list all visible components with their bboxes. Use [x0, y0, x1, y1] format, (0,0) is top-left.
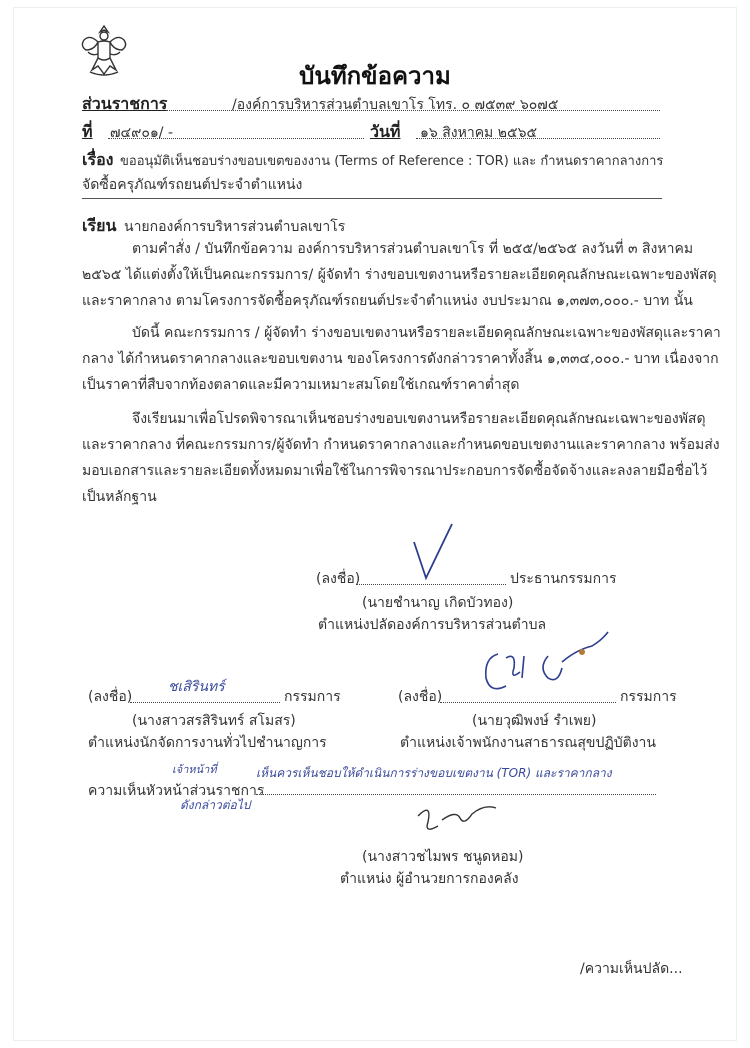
- opinion-dotted-line: [256, 794, 656, 795]
- para-1-line-2: ๒๕๖๕ ได้แต่งตั้งให้เป็นคณะกรรมการ/ ผู้จัดทำ ร่างขอบเขตงานหรือรายละเอียดคุณลักษณะเฉพาะของพัสดุ: [82, 267, 717, 283]
- opinion-handwritten-above: เจ้าหน้าที่: [172, 763, 217, 776]
- member2-position: ตำแหน่งเจ้าพนักงานสาธารณสุขปฏิบัติงาน: [400, 735, 656, 751]
- para-2-line-1: บัดนี้ คณะกรรมการ / ผู้จัดทำ ร่างขอบเขตงานหรือรายละเอียดคุณลักษณะเฉพาะของพัสดุและราคา: [132, 325, 721, 341]
- date-label: วันที่: [370, 122, 401, 141]
- subject-line-1: ขออนุมัติเห็นชอบร่างขอบเขตของงาน (Terms of Reference : TOR) และ กำหนดราคากลางการ: [120, 154, 664, 169]
- member1-handwritten-signature: ชเสิรินทร์: [168, 679, 225, 695]
- head-signature: [412, 796, 502, 836]
- chair-dotted-line: [356, 584, 506, 585]
- para-3-line-1: จึงเรียนมาเพื่อโปรดพิจารณาเห็นชอบร่างขอบเขตงานหรือรายละเอียดคุณลักษณะเฉพาะของพัสดุ: [132, 411, 706, 427]
- chair-name: (นายชำนาญ เกิดบัวทอง): [362, 595, 514, 611]
- chair-sign-prefix: (ลงชื่อ): [316, 571, 361, 587]
- chair-signature: [408, 520, 458, 582]
- opinion-label: ความเห็นหัวหน้าส่วนราชการ: [88, 783, 265, 799]
- agency-label: ส่วนราชการ: [82, 94, 168, 113]
- member1-sign-prefix: (ลงชื่อ): [88, 689, 133, 705]
- continued-note: /ความเห็นปลัด...: [580, 961, 683, 977]
- para-3-line-3: มอบเอกสารและรายละเอียดทั้งหมดมาเพื่อใช้ในการพิจารณาประกอบการจัดซื้อจัดจ้างและลงลายมือชื่อไว้: [82, 463, 708, 479]
- to-label: เรียน: [82, 216, 117, 235]
- subject-divider: [82, 198, 662, 199]
- opinion-handwritten-line-1: เห็นควรเห็นชอบให้ดำเนินการร่างขอบเขตงาน (TOR) และราคากลาง: [256, 766, 612, 780]
- ref-label: ที่: [82, 122, 93, 141]
- chair-position: ตำแหน่งปลัดองค์การบริหารส่วนตำบล: [318, 617, 547, 633]
- head-position: ตำแหน่ง ผู้อำนวยการกองคลัง: [340, 871, 519, 887]
- para-1-line-1: ตามคำสั่ง / บันทึกข้อความ องค์การบริหารส่วนตำบลเขาโร ที่ ๒๕๕/๒๕๖๕ ลงวันที่ ๓ สิงหาคม: [132, 241, 694, 257]
- subject-label: เรื่อง: [82, 150, 114, 169]
- opinion-handwritten-line-2: ดังกล่าวต่อไป: [180, 798, 251, 812]
- member2-name: (นายวุฒิพงษ์ รำเพย): [472, 713, 597, 729]
- para-3-line-4: เป็นหลักฐาน: [82, 489, 157, 505]
- member2-dotted-line: [440, 702, 616, 703]
- agency-value: /องค์การบริหารส่วนตำบลเขาโร โทร. ๐ ๗๕๓๙ ๖๐๗๕: [232, 97, 559, 113]
- member1-position: ตำแหน่งนักจัดการงานทั่วไปชำนาญการ: [88, 735, 327, 751]
- date-value: ๑๖ สิงหาคม ๒๕๖๕: [420, 125, 538, 141]
- para-3-line-2: และราคากลาง ที่คณะกรรมการ/ผู้จัดทำ กำหนดราคากลางและกำหนดขอบเขตงานและราคากลาง พร้อมส่ง: [82, 437, 720, 453]
- head-name: (นางสาวชไมพร ชนูดหอม): [362, 849, 524, 865]
- member1-role: กรรมการ: [284, 689, 341, 705]
- subject-line-2: จัดซื้อครุภัณฑ์รถยนต์ประจำตำแหน่ง: [82, 177, 303, 193]
- memo-title: บันทึกข้อความ: [299, 62, 451, 90]
- member2-signature: [476, 628, 616, 700]
- ref-value: ๗๔๙๐๑/ -: [110, 125, 174, 141]
- member2-sign-prefix: (ลงชื่อ): [398, 689, 443, 705]
- para-2-line-3: เป็นราคาที่สืบจากท้องตลาดและมีความเหมาะสมโดยใช้เกณฑ์ราคาต่ำสุด: [82, 377, 520, 393]
- member2-role: กรรมการ: [620, 689, 677, 705]
- member1-name: (นางสาวสรสิรินทร์ สโมสร): [132, 713, 296, 729]
- para-1-line-3: และราคากลาง ตามโครงการจัดซื้อครุภัณฑ์รถยนต์ประจำตำแหน่ง งบประมาณ ๑,๓๗๓,๐๐๐.- บาท นั้น: [82, 293, 693, 309]
- member1-dotted-line: [130, 702, 280, 703]
- para-2-line-2: กลาง ได้กำหนดราคากลางและขอบเขตงาน ของโครงการดังกล่าวราคาทั้งสิ้น ๑,๓๓๔,๐๐๐.- บาท เนื่องจาก: [82, 351, 719, 367]
- to-value: นายกองค์การบริหารส่วนตำบลเขาโร: [124, 219, 346, 235]
- chair-role: ประธานกรรมการ: [510, 571, 617, 587]
